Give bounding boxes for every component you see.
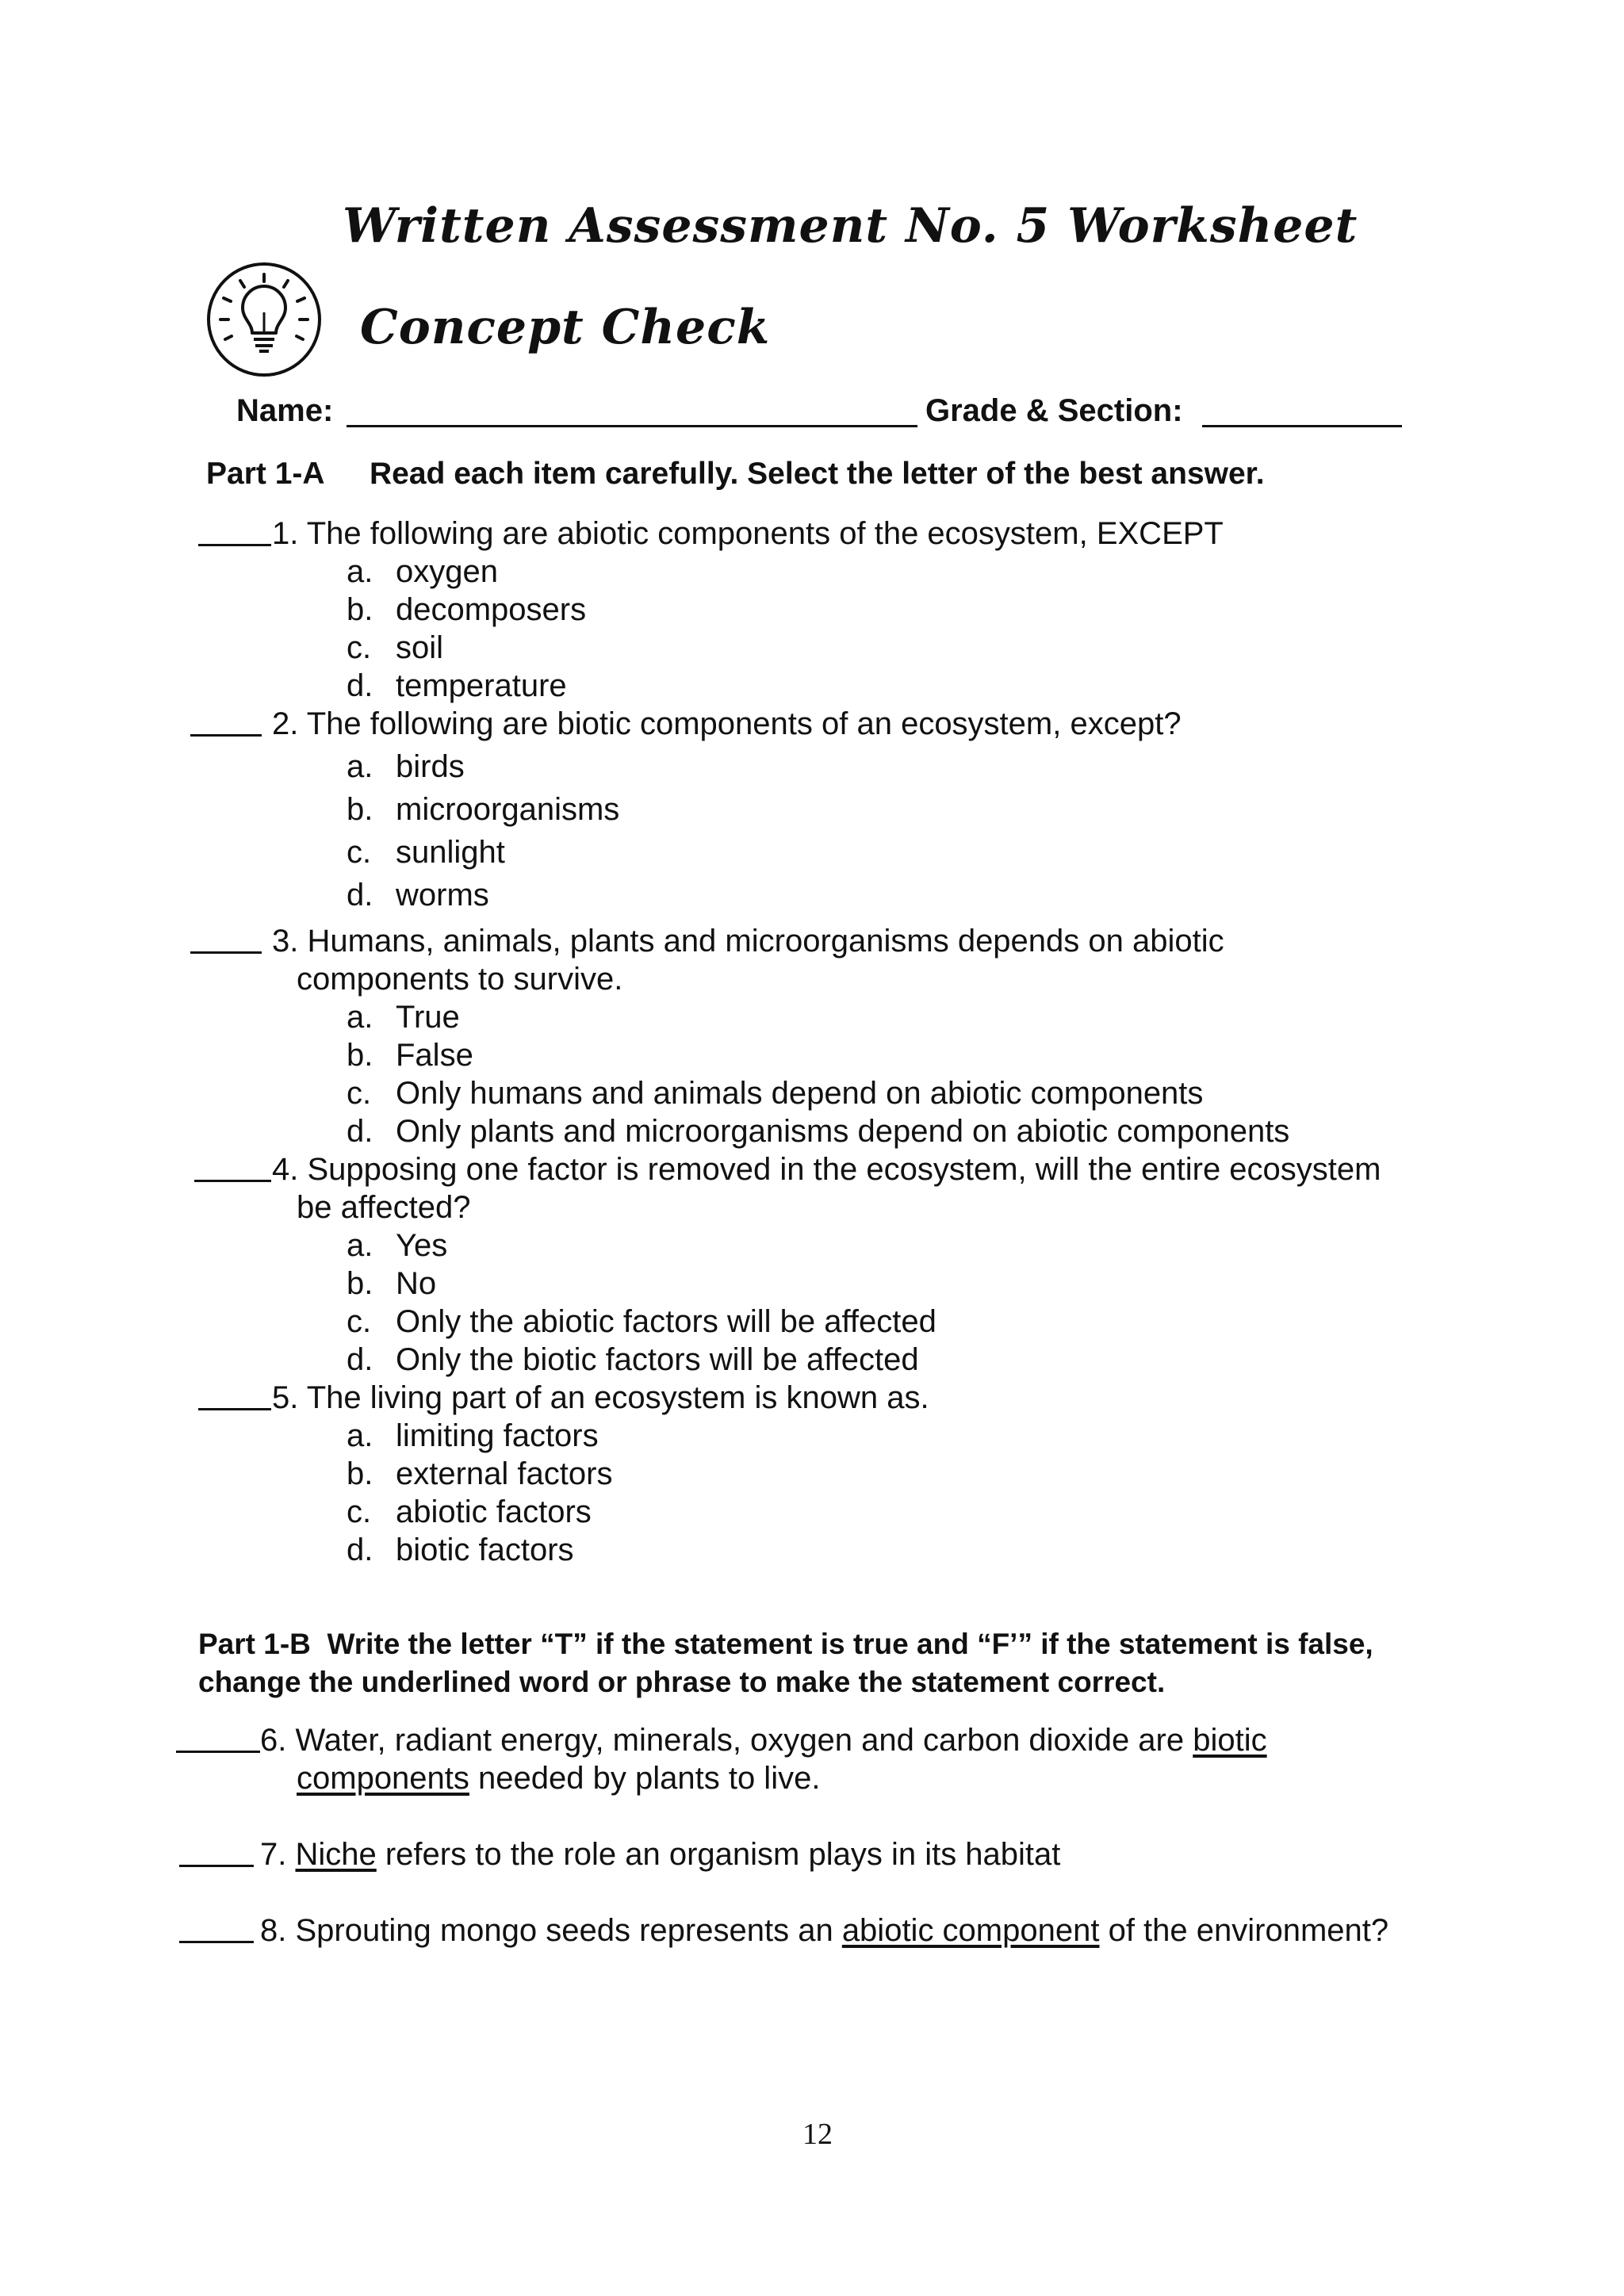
option-2a[interactable]: a. birds (347, 749, 465, 784)
name-input-line[interactable] (347, 425, 917, 427)
question-number: 4. (272, 1152, 299, 1187)
question-number: 2. (272, 706, 299, 741)
question-text: Niche refers to the role an organism plays in its habitat (295, 1837, 1061, 1872)
option-1b[interactable]: b. decomposers (347, 592, 587, 627)
lightbulb-icon (205, 260, 324, 379)
part-a-instruction: Read each item carefully. Select the letter of the best answer. (370, 457, 1265, 491)
question-text: Supposing one factor is removed in the ecosystem, will the entire ecosystem (307, 1152, 1381, 1187)
question-number: 3. (272, 924, 299, 959)
question-8 (260, 1912, 1388, 1949)
question-6-continued: components needed by plants to live. (297, 1761, 821, 1796)
question-7 (260, 1836, 1060, 1873)
option-2c[interactable]: c. sunlight (347, 835, 505, 870)
option-3a[interactable]: a. True (347, 1000, 460, 1035)
option-5c[interactable]: c. abiotic factors (347, 1494, 592, 1529)
question-1 (272, 515, 1224, 552)
question-text: Water, radiant energy, minerals, oxygen and carbon dioxide are biotic (295, 1723, 1267, 1758)
question-6 (260, 1722, 1267, 1758)
option-5d[interactable]: d. biotic factors (347, 1533, 574, 1567)
question-text: The following are abiotic components of the ecosystem, EXCEPT (306, 516, 1224, 551)
question-3 (272, 923, 1224, 959)
answer-blank-q7[interactable] (179, 1865, 254, 1867)
question-number: 5. (272, 1380, 299, 1415)
option-2b[interactable]: b. microorganisms (347, 792, 620, 827)
grade-section-input-line[interactable] (1202, 425, 1402, 427)
option-3b[interactable]: b. False (347, 1038, 473, 1073)
question-number: 8. (260, 1913, 287, 1948)
worksheet-title: Written Assessment No. 5 Worksheet (343, 198, 1358, 254)
question-4-continued: be affected? (297, 1190, 471, 1225)
question-3-continued: components to survive. (297, 962, 623, 997)
option-1d[interactable]: d. temperature (347, 668, 567, 703)
question-number: 6. (260, 1723, 287, 1758)
question-4 (272, 1151, 1381, 1188)
question-text: The following are biotic components of an ecosystem, except? (306, 706, 1182, 741)
grade-section-label: Grade & Section: (925, 393, 1183, 428)
option-1a[interactable]: a. oxygen (347, 554, 498, 589)
page-number: 12 (802, 2118, 833, 2151)
question-text: The living part of an ecosystem is known as. (306, 1380, 929, 1415)
option-3c[interactable]: c. Only humans and animals depend on abiotic components (347, 1076, 1204, 1111)
answer-blank-q2[interactable] (190, 734, 262, 737)
underlined-term: Niche (295, 1837, 377, 1872)
question-text: Humans, animals, plants and microorganisms depends on abiotic (307, 924, 1224, 959)
underlined-term: biotic (1193, 1723, 1267, 1758)
answer-blank-q8[interactable] (179, 1941, 254, 1943)
underlined-term: components (297, 1761, 469, 1796)
part-b-label: Part 1-B (198, 1628, 311, 1660)
option-4c[interactable]: c. Only the abiotic factors will be affected (347, 1304, 936, 1339)
question-text: Sprouting mongo seeds represents an abiotic component of the environment? (295, 1913, 1389, 1948)
option-4b[interactable]: b. No (347, 1266, 437, 1301)
question-number: 7. (260, 1837, 287, 1872)
question-number: 1. (272, 516, 299, 551)
option-2d[interactable]: d. worms (347, 878, 489, 913)
underlined-term: abiotic component (841, 1913, 1100, 1948)
answer-blank-q3[interactable] (190, 951, 262, 954)
answer-blank-q5[interactable] (198, 1408, 271, 1410)
option-4a[interactable]: a. Yes (347, 1228, 448, 1263)
answer-blank-q6[interactable] (176, 1751, 260, 1753)
question-2 (272, 706, 1182, 742)
name-label: Name: (236, 393, 334, 428)
part-a-label: Part 1-A (206, 457, 325, 491)
option-4d[interactable]: d. Only the biotic factors will be affected (347, 1342, 919, 1377)
worksheet-subtitle: Concept Check (360, 300, 771, 355)
option-5b[interactable]: b. external factors (347, 1456, 613, 1491)
option-3d[interactable]: d. Only plants and microorganisms depend on abiotic components (347, 1114, 1290, 1149)
part-b-instruction: Write the letter “T” if the statement is true and “F’” if the statement is false, change the underlined word or phrase to make the statement correct. (198, 1628, 1373, 1698)
answer-blank-q1[interactable] (198, 544, 271, 546)
option-1c[interactable]: c. soil (347, 630, 444, 665)
answer-blank-q4[interactable] (194, 1180, 271, 1182)
option-5a[interactable]: a. limiting factors (347, 1418, 599, 1453)
part-b-heading (198, 1625, 1435, 1701)
question-5 (272, 1380, 929, 1416)
